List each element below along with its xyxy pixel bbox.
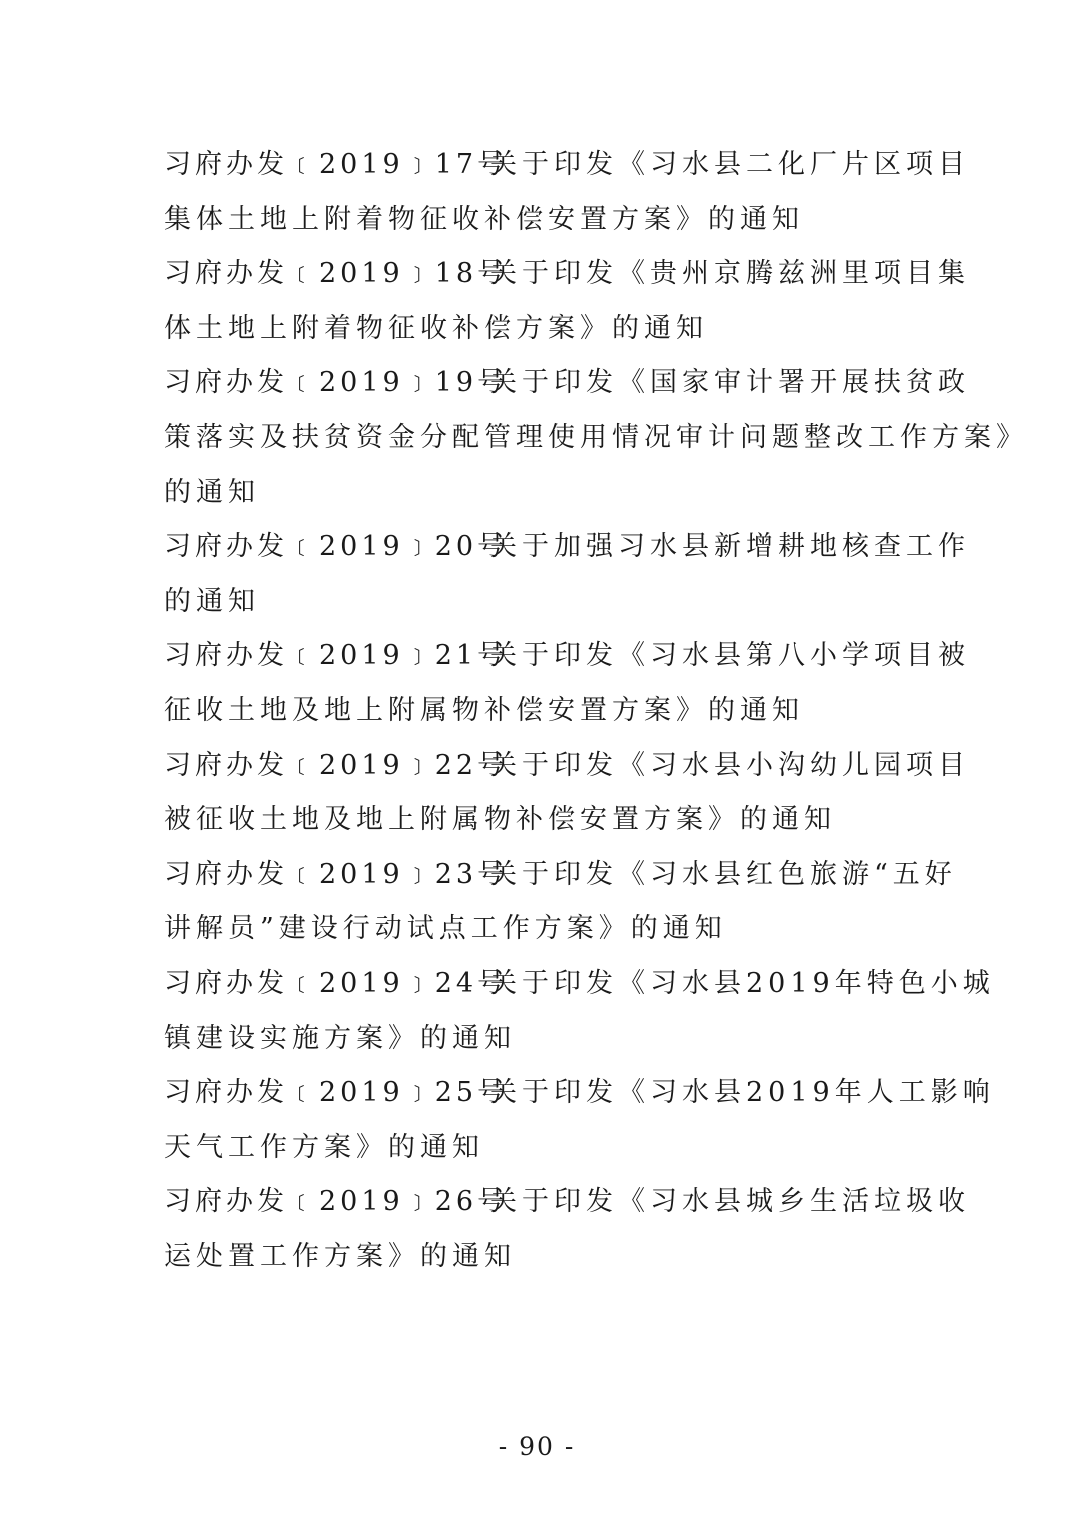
document-title-part: 镇建设实施方案》的通知 xyxy=(164,1022,516,1054)
document-title-part: 关于印发《习水县2019年人工影响 xyxy=(490,1077,995,1109)
document-title-part: 的通知 xyxy=(164,476,260,508)
document-number: 习府办发﹝2019﹞23号 xyxy=(164,858,509,890)
document-title-part: 关于加强习水县新增耕地核查工作 xyxy=(490,531,970,563)
document-number: 习府办发﹝2019﹞19号 xyxy=(164,367,509,399)
document-entry xyxy=(164,957,995,1066)
entry-first-line xyxy=(164,138,970,193)
document-entry xyxy=(164,138,970,247)
document-title-part: 关于印发《习水县2019年特色小城 xyxy=(490,967,995,999)
document-number: 习府办发﹝2019﹞26号 xyxy=(164,1186,509,1218)
document-title-part: 被征收土地及地上附属物补偿安置方案》的通知 xyxy=(164,804,836,836)
entry-first-line xyxy=(164,739,970,794)
document-list xyxy=(164,138,1028,1284)
document-title-part: 策落实及扶贫资金分配管理使用情况审计问题整改工作方案》 xyxy=(164,421,1028,453)
document-title-part: 天气工作方案》的通知 xyxy=(164,1131,484,1163)
entry-first-line xyxy=(164,247,970,302)
document-entry xyxy=(164,1175,970,1284)
document-title-part: 关于印发《国家审计署开展扶贫政 xyxy=(490,367,970,399)
entry-first-line xyxy=(164,1066,995,1121)
document-entry xyxy=(164,247,970,356)
document-entry xyxy=(164,356,1028,520)
document-number: 习府办发﹝2019﹞25号 xyxy=(164,1077,509,1109)
document-number: 习府办发﹝2019﹞22号 xyxy=(164,749,509,781)
entry-first-line xyxy=(164,957,995,1012)
entry-first-line xyxy=(164,520,970,575)
page-number: - 90 - xyxy=(498,1432,576,1461)
document-number: 习府办发﹝2019﹞24号 xyxy=(164,967,509,999)
document-title-part: 关于印发《习水县第八小学项目被 xyxy=(490,640,970,672)
entry-first-line xyxy=(164,1175,970,1230)
document-title-part: 关于印发《习水县二化厂片区项目 xyxy=(490,149,970,180)
document-title-part: 征收土地及地上附属物补偿安置方案》的通知 xyxy=(164,694,804,726)
document-number: 习府办发﹝2019﹞21号 xyxy=(164,640,509,672)
document-entry xyxy=(164,629,970,738)
document-title-part: 关于印发《习水县红色旅游“五好 xyxy=(490,858,957,890)
document-title-part: 运处置工作方案》的通知 xyxy=(164,1240,516,1272)
entry-first-line xyxy=(164,629,970,684)
entry-first-line xyxy=(164,356,970,411)
entry-first-line xyxy=(164,848,957,903)
document-title-part: 体土地上附着物征收补偿方案》的通知 xyxy=(164,312,708,344)
document-entry xyxy=(164,520,970,629)
document-number: 习府办发﹝2019﹞20号 xyxy=(164,531,509,563)
document-entry xyxy=(164,848,957,957)
document-title-part: 关于印发《习水县小沟幼儿园项目 xyxy=(490,749,970,781)
document-title-part: 的通知 xyxy=(164,585,260,617)
document-title-part: 集体土地上附着物征收补偿安置方案》的通知 xyxy=(164,203,804,235)
document-entry xyxy=(164,1066,995,1175)
document-title-part: 关于印发《习水县城乡生活垃圾收 xyxy=(490,1186,970,1218)
document-number: 习府办发﹝2019﹞17号 xyxy=(164,149,509,180)
document-number: 习府办发﹝2019﹞18号 xyxy=(164,258,509,290)
document-entry xyxy=(164,739,970,848)
document-title-part: 讲解员”建设行动试点工作方案》的通知 xyxy=(164,913,727,945)
document-title-part: 关于印发《贵州京腾兹洲里项目集 xyxy=(490,258,970,290)
